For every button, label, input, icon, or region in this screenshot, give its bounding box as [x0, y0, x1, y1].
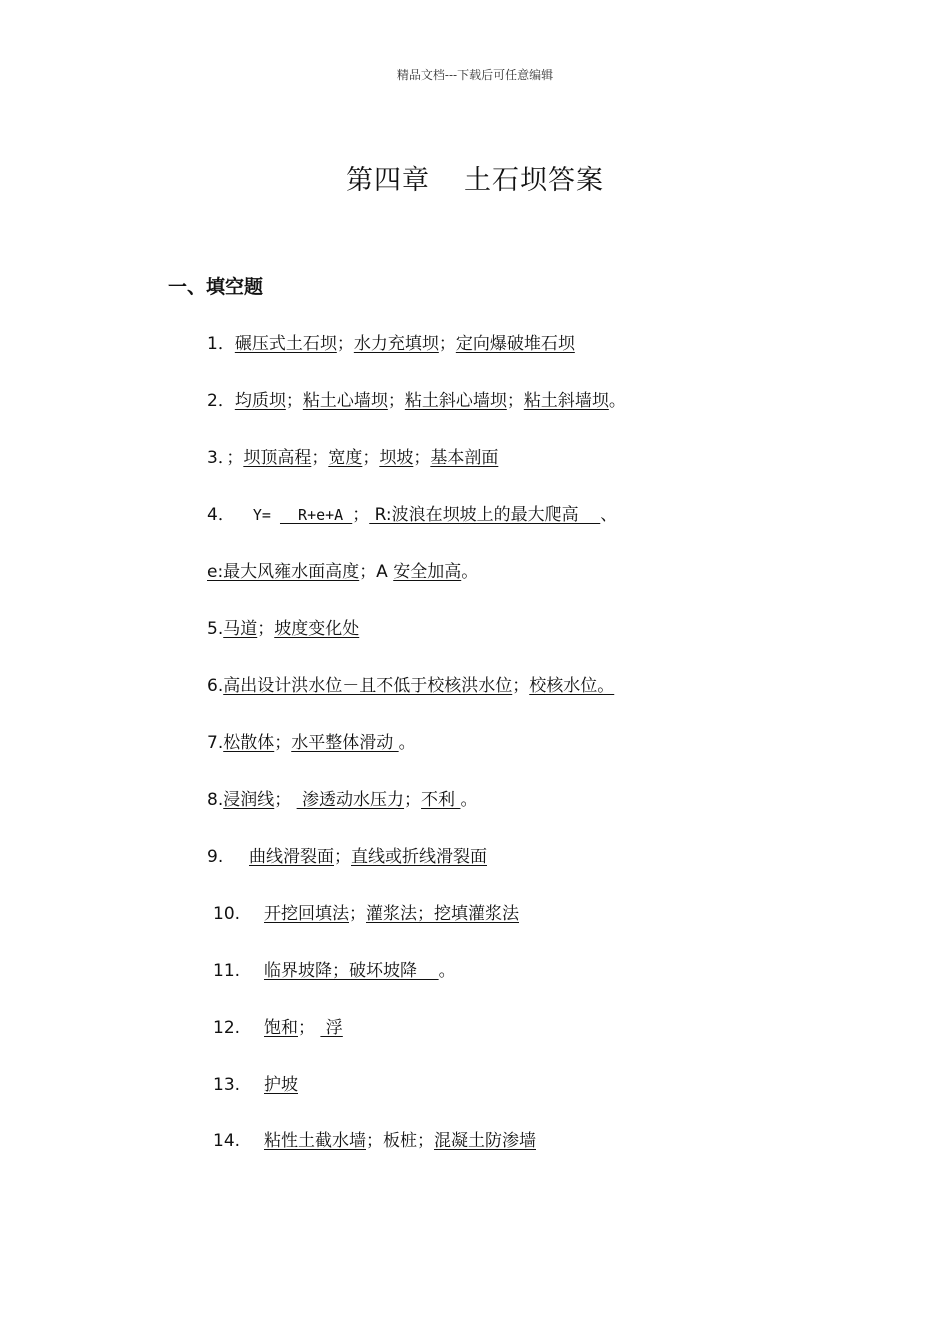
blank-answer: 基本剖面 — [430, 448, 499, 468]
answer-4 — [207, 503, 617, 527]
separator: ； — [336, 334, 354, 354]
blank-answer: 浮 — [320, 1018, 343, 1038]
answer-7 — [207, 731, 416, 755]
terminal-punctuation: 。 — [461, 562, 479, 582]
answer-11 — [213, 959, 456, 983]
answer-12 — [213, 1016, 343, 1040]
answer-2 — [207, 389, 626, 413]
blank-answer: 水力充填坝 — [353, 334, 439, 354]
blank-answer: 坝坡 — [379, 448, 414, 468]
separator: ； — [438, 334, 456, 354]
terminal-punctuation: 。 — [460, 790, 478, 810]
blank-answer: 渗透动水压力 — [296, 790, 405, 810]
item-number: 5. — [207, 619, 224, 639]
blank-answer: 马道 — [223, 619, 258, 639]
blank-answer: 坝顶高程 — [243, 448, 312, 468]
item-number: 14. — [213, 1131, 241, 1151]
answer-5 — [207, 617, 359, 641]
blank-answer: 直线或折线滑裂面 — [351, 847, 487, 867]
separator: ； — [334, 847, 351, 867]
separator: ；A — [359, 562, 394, 582]
blank-answer: R+e+A — [279, 506, 353, 524]
item-number: 11. — [213, 961, 241, 981]
section-heading: 一、填空题 — [168, 276, 264, 298]
separator: ； — [506, 391, 524, 411]
separator: ； — [257, 619, 275, 639]
blank-answer: 粘土斜墙坝 — [523, 391, 609, 411]
separator: ； — [352, 505, 370, 525]
blank-answer: 均质坝 — [234, 391, 286, 411]
answer-9 — [207, 845, 487, 869]
item-number: 6. — [207, 676, 224, 696]
separator: ； — [404, 790, 422, 810]
blank-answer: 水平整体滑动 — [291, 733, 399, 753]
blank-answer: 浸润线 — [223, 790, 275, 810]
separator: ； — [226, 448, 244, 468]
blank-answer: 开挖回填法 — [264, 904, 349, 924]
separator: ； — [298, 1018, 321, 1038]
blank-answer: R:波浪在坝坡上的最大爬高 — [369, 505, 601, 525]
item-number: 13. — [213, 1075, 241, 1095]
item-number: 2． — [207, 391, 235, 411]
chapter-name: 土石坝答案 — [464, 165, 604, 196]
item-number: 3． — [207, 448, 227, 468]
separator: ； — [362, 448, 380, 468]
blank-answer: 定向爆破堆石坝 — [455, 334, 575, 354]
item-number: 8. — [207, 790, 224, 810]
blank-answer: 校核水位。 — [529, 676, 615, 696]
blank-answer: 粘性土截水墙 — [264, 1131, 366, 1151]
separator: ；板桩； — [366, 1131, 434, 1151]
item-number: 4． — [207, 505, 235, 525]
blank-answer: 灌浆法；挖填灌浆法 — [366, 904, 519, 924]
item-number: 12. — [213, 1018, 241, 1038]
item-number: 9. — [207, 847, 224, 867]
blank-answer: 高出设计洪水位－且不低于校核洪水位 — [223, 676, 513, 696]
blank-answer: 混凝土防渗墙 — [434, 1131, 536, 1151]
page-watermark: 精品文档---下载后可任意编辑 — [396, 68, 554, 82]
answer-1 — [207, 332, 575, 356]
answer-8 — [207, 788, 477, 812]
blank-answer: 饱和 — [264, 1018, 298, 1038]
item-number: 7. — [207, 733, 224, 753]
blank-answer: e:最大风雍水面高度 — [207, 562, 360, 582]
answer-13 — [213, 1073, 298, 1097]
chapter-number: 第四章 — [346, 165, 430, 196]
blank-answer: 粘土心墙坝 — [302, 391, 388, 411]
answer-3 — [207, 446, 498, 470]
blank-answer: 松散体 — [223, 733, 275, 753]
separator: ； — [512, 676, 530, 696]
terminal-punctuation: 。 — [438, 961, 456, 981]
separator: ； — [311, 448, 329, 468]
separator: ； — [274, 790, 297, 810]
answer-6 — [207, 674, 614, 698]
blank-answer: 安全加高 — [393, 562, 462, 582]
blank-answer: 坡度变化处 — [274, 619, 360, 639]
answer-4-continued — [207, 560, 478, 584]
blank-answer: 不利 — [421, 790, 461, 810]
chapter-title — [0, 158, 950, 197]
separator: ； — [413, 448, 431, 468]
separator: ； — [285, 391, 303, 411]
blank-answer: 宽度 — [328, 448, 363, 468]
blank-answer: 临界坡降；破坏坡降 — [264, 961, 439, 981]
answer-14 — [213, 1129, 536, 1153]
separator: ； — [274, 733, 292, 753]
terminal-punctuation: 、 — [600, 505, 618, 525]
blank-answer: 护坡 — [264, 1075, 298, 1095]
blank-answer: 曲线滑裂面 — [249, 847, 334, 867]
answer-10 — [213, 902, 519, 926]
item-number: 1． — [207, 334, 235, 354]
blank-answer: 粘土斜心墙坝 — [404, 391, 507, 411]
item-number: 10. — [213, 904, 241, 924]
separator: ； — [387, 391, 405, 411]
terminal-punctuation: 。 — [398, 733, 416, 753]
terminal-punctuation: 。 — [608, 391, 626, 411]
formula-lead: Y= — [234, 506, 280, 524]
blank-answer: 碾压式土石坝 — [234, 334, 337, 354]
separator: ； — [349, 904, 366, 924]
